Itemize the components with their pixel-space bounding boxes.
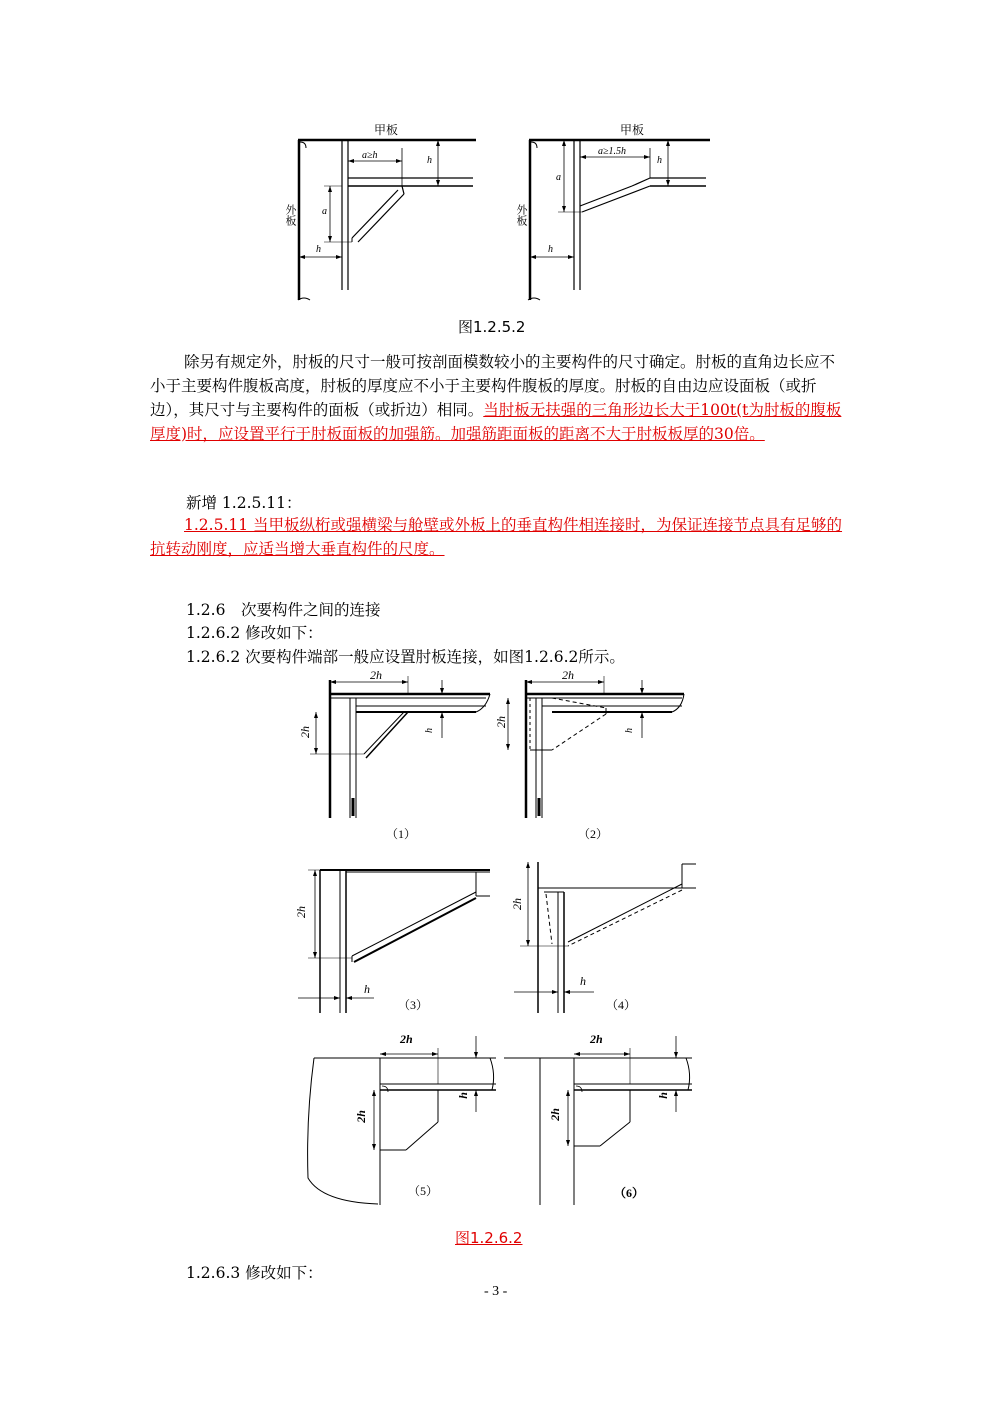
paragraph-red-text: 当肘板无扶强的三角形边长大于100t(t为肘板的腹板厚度)时，应设置平行于肘板面板的加强筋。加强筋距面板的距离不大于肘板板厚的30倍。	[150, 401, 842, 443]
dim-h: h	[624, 728, 635, 733]
deck-label: 甲板	[620, 123, 645, 137]
dim-2h-side: 2h	[298, 726, 312, 738]
figure-1262-diagram-2	[492, 668, 692, 843]
dim-a: a	[556, 172, 561, 183]
dim-2h-side: 2h	[494, 716, 508, 728]
diagram-number: （6）	[614, 1186, 645, 1200]
clause-line: 1.2.6.2 次要构件端部一般应设置肘板连接，如图1.2.6.2所示。	[186, 648, 625, 666]
diagram-number: （5）	[408, 1184, 439, 1198]
dim-h-bottom: h	[316, 244, 321, 255]
diagram-5	[296, 1030, 506, 1210]
dim-h: h	[657, 155, 662, 166]
dim-h-bottom: h	[548, 244, 553, 255]
dim-h: h	[656, 1092, 670, 1099]
shell-label: 外板	[284, 204, 296, 226]
paragraph-bracket-size	[150, 350, 844, 446]
dim-2h-side: 2h	[354, 1110, 368, 1123]
page-number: - 3 -	[484, 1284, 508, 1299]
diagram-number: （4）	[606, 998, 637, 1012]
deck-label: 甲板	[374, 123, 399, 137]
diagram-4	[506, 858, 706, 1018]
paragraph-text: 除另有规定外，肘板的尺寸一般可按剖面模数较小的主要构件的尺寸确定。肘板的直角边长应不小于主要构件腹板高度，肘板的厚度应不小于主要构件腹板的厚度。肘板的自由边应设面板（或折边），其尺寸与主要构件的面板（或折边）相同。	[150, 353, 836, 419]
figure-1262-diagram-4	[506, 858, 706, 1018]
paragraph-red-text: 1.2.5.11 当甲板纵桁或强横梁与舱壁或外板上的垂直构件相连接时，为保证连接节点具有足够的抗转动刚度，应适当增大垂直构件的尺度。	[150, 516, 843, 558]
dim-2h-top: 2h	[562, 668, 574, 682]
dim-h: h	[364, 982, 370, 996]
dim-2h-side: 2h	[548, 1108, 562, 1121]
dim-h: h	[580, 974, 586, 988]
figure-caption-1252: 图1.2.5.2	[458, 318, 526, 336]
clause-line: 1.2.6.2 修改如下：	[186, 624, 323, 642]
shell-label: 外板	[515, 204, 527, 226]
diagram-number: （3）	[398, 998, 429, 1012]
diagram-3	[290, 858, 500, 1018]
dim-a-ge-h: a≥h	[362, 150, 378, 161]
bracket-diagram-left	[280, 120, 490, 305]
figure-1262-diagram-6	[500, 1030, 710, 1210]
figure-1252-right	[510, 120, 720, 305]
dim-a-ge-1-5h: a≥1.5h	[598, 146, 626, 157]
figure-1262-diagram-3	[290, 858, 500, 1018]
diagram-6	[500, 1030, 710, 1210]
dim-h: h	[427, 155, 432, 166]
diagram-number: （2）	[578, 827, 609, 841]
paragraph-new-clause	[150, 513, 844, 561]
figure-caption-1262: 图1.2.6.2	[455, 1229, 523, 1247]
diagram-2	[492, 668, 692, 843]
dim-2h-side: 2h	[294, 906, 308, 918]
diagram-1	[296, 668, 496, 843]
dim-h: h	[424, 728, 435, 733]
dim-2h-side: 2h	[510, 898, 524, 910]
dim-2h-top: 2h	[400, 1032, 413, 1046]
dim-2h-top: 2h	[370, 668, 382, 682]
figure-1252-left	[280, 120, 490, 305]
dim-h: h	[456, 1092, 470, 1099]
dim-a: a	[322, 206, 327, 217]
new-clause-label: 新增 1.2.5.11：	[186, 494, 302, 512]
dim-2h-top: 2h	[590, 1032, 603, 1046]
figure-1262-diagram-5	[296, 1030, 506, 1210]
section-heading: 1.2.6 次要构件之间的连接	[186, 601, 381, 619]
clause-line: 1.2.6.3 修改如下：	[186, 1264, 323, 1282]
diagram-number: （1）	[386, 827, 417, 841]
figure-1262-diagram-1	[296, 668, 496, 843]
